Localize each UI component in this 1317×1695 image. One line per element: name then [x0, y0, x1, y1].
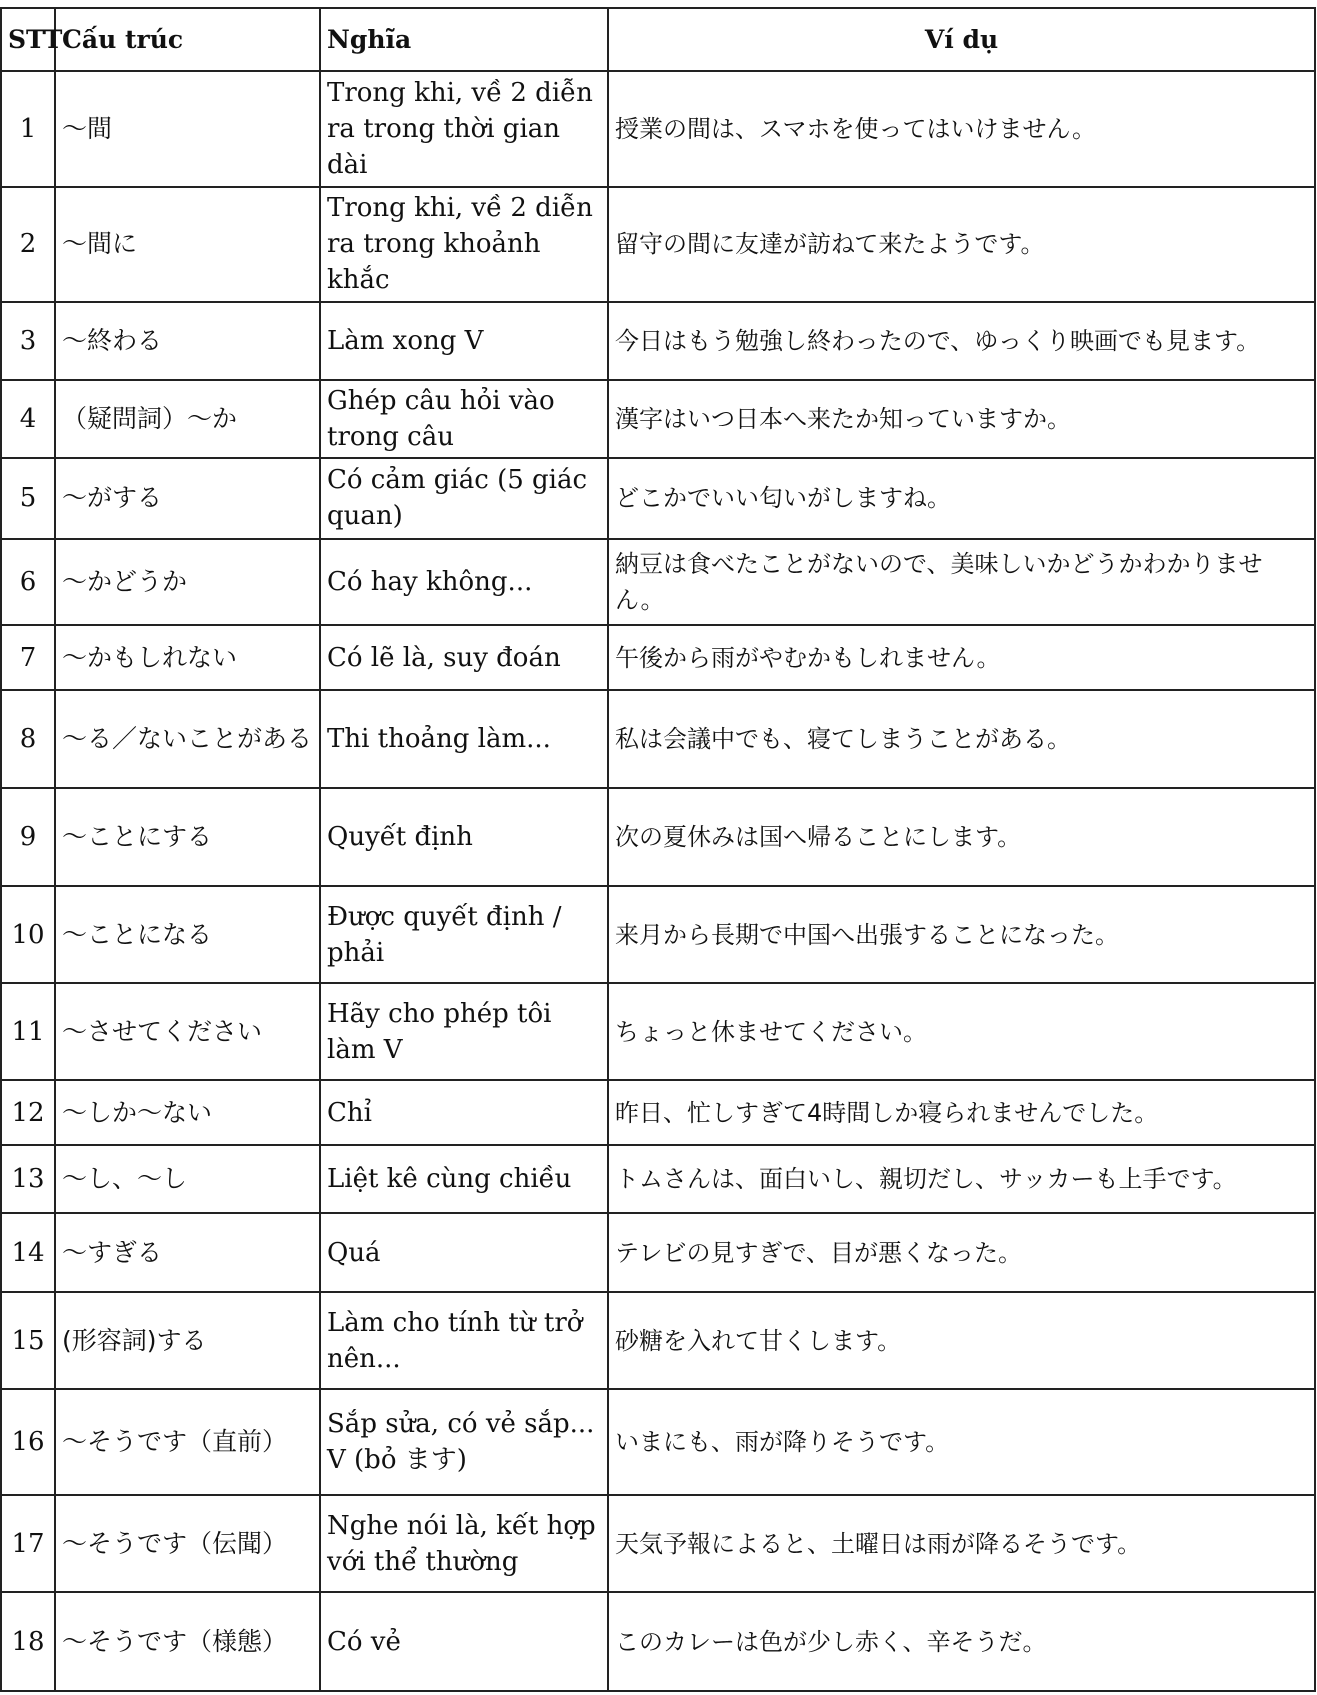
- row-number: 15: [1, 1292, 55, 1389]
- table-row: [1, 380, 1315, 458]
- table-row: [1, 1389, 1315, 1495]
- structure-cell: ～る／ないことがある: [55, 690, 320, 788]
- row-number: 3: [1, 302, 55, 380]
- structure-cell: （疑問詞）～か: [55, 380, 320, 458]
- grammar-table: [0, 7, 1316, 1692]
- meaning-cell: Sắp sửa, có vẻ sắp... V (bỏ ます): [320, 1389, 608, 1495]
- example-cell: テレビの見すぎで、目が悪くなった。: [608, 1213, 1315, 1293]
- meaning-cell: Làm cho tính từ trở nên...: [320, 1292, 608, 1389]
- meaning-cell: Hãy cho phép tôi làm V: [320, 983, 608, 1080]
- row-number: 13: [1, 1145, 55, 1212]
- row-number: 9: [1, 788, 55, 886]
- meaning-cell: Có hay không...: [320, 539, 608, 625]
- header-stt: STT: [1, 8, 55, 71]
- structure-cell: (形容詞)する: [55, 1292, 320, 1389]
- structure-cell: ～間に: [55, 187, 320, 303]
- row-number: 18: [1, 1592, 55, 1691]
- example-cell: 次の夏休みは国へ帰ることにします。: [608, 788, 1315, 886]
- example-cell: 私は会議中でも、寝てしまうことがある。: [608, 690, 1315, 788]
- structure-cell: ～そうです（伝聞）: [55, 1495, 320, 1592]
- example-cell: いまにも、雨が降りそうです。: [608, 1389, 1315, 1495]
- example-cell: 授業の間は、スマホを使ってはいけません。: [608, 71, 1315, 187]
- table-row: [1, 1213, 1315, 1293]
- table-row: [1, 788, 1315, 886]
- example-cell: ちょっと休ませてください。: [608, 983, 1315, 1080]
- header-example: Ví dụ: [608, 8, 1315, 71]
- row-number: 1: [1, 71, 55, 187]
- row-number: 8: [1, 690, 55, 788]
- row-number: 4: [1, 380, 55, 458]
- example-cell: 今日はもう勉強し終わったので、ゆっくり映画でも見ます。: [608, 302, 1315, 380]
- meaning-cell: Trong khi, về 2 diễn ra trong khoảnh khắc: [320, 187, 608, 303]
- example-cell: 砂糖を入れて甘くします。: [608, 1292, 1315, 1389]
- table-row: [1, 1145, 1315, 1212]
- example-cell: 留守の間に友達が訪ねて来たようです。: [608, 187, 1315, 303]
- example-cell: 漢字はいつ日本へ来たか知っていますか。: [608, 380, 1315, 458]
- table-row: [1, 187, 1315, 303]
- meaning-cell: Quá: [320, 1213, 608, 1293]
- structure-cell: ～かもしれない: [55, 625, 320, 690]
- example-cell: 納豆は食べたことがないので、美味しいかどうかわかりません。: [608, 539, 1315, 625]
- row-number: 6: [1, 539, 55, 625]
- meaning-cell: Có lẽ là, suy đoán: [320, 625, 608, 690]
- structure-cell: ～終わる: [55, 302, 320, 380]
- table-row: [1, 302, 1315, 380]
- table-row: [1, 690, 1315, 788]
- table-row: [1, 886, 1315, 984]
- header-row: [1, 8, 1315, 71]
- meaning-cell: Nghe nói là, kết hợp với thể thường: [320, 1495, 608, 1592]
- meaning-cell: Có cảm giác (5 giác quan): [320, 458, 608, 539]
- header-structure: Cấu trúc: [55, 8, 320, 71]
- meaning-cell: Liệt kê cùng chiều: [320, 1145, 608, 1212]
- row-number: 2: [1, 187, 55, 303]
- meaning-cell: Thi thoảng làm...: [320, 690, 608, 788]
- row-number: 10: [1, 886, 55, 984]
- structure-cell: ～し、～し: [55, 1145, 320, 1212]
- table-row: [1, 1495, 1315, 1592]
- example-cell: 天気予報によると、土曜日は雨が降るそうです。: [608, 1495, 1315, 1592]
- row-number: 17: [1, 1495, 55, 1592]
- structure-cell: ～がする: [55, 458, 320, 539]
- structure-cell: ～間: [55, 71, 320, 187]
- example-cell: 午後から雨がやむかもしれません。: [608, 625, 1315, 690]
- meaning-cell: Có vẻ: [320, 1592, 608, 1691]
- meaning-cell: Ghép câu hỏi vào trong câu: [320, 380, 608, 458]
- table-row: [1, 1080, 1315, 1145]
- structure-cell: ～そうです（直前）: [55, 1389, 320, 1495]
- row-number: 5: [1, 458, 55, 539]
- meaning-cell: Được quyết định / phải: [320, 886, 608, 984]
- example-cell: トムさんは、面白いし、親切だし、サッカーも上手です。: [608, 1145, 1315, 1212]
- row-number: 7: [1, 625, 55, 690]
- row-number: 14: [1, 1213, 55, 1293]
- meaning-cell: Trong khi, về 2 diễn ra trong thời gian dài: [320, 71, 608, 187]
- structure-cell: ～そうです（様態）: [55, 1592, 320, 1691]
- row-number: 12: [1, 1080, 55, 1145]
- table-row: [1, 625, 1315, 690]
- example-cell: 来月から長期で中国へ出張することになった。: [608, 886, 1315, 984]
- row-number: 11: [1, 983, 55, 1080]
- example-cell: 昨日、忙しすぎて4時間しか寝られませんでした。: [608, 1080, 1315, 1145]
- structure-cell: ～ことになる: [55, 886, 320, 984]
- table-row: [1, 983, 1315, 1080]
- structure-cell: ～ことにする: [55, 788, 320, 886]
- structure-cell: ～かどうか: [55, 539, 320, 625]
- table-row: [1, 1292, 1315, 1389]
- structure-cell: ～しか～ない: [55, 1080, 320, 1145]
- meaning-cell: Làm xong V: [320, 302, 608, 380]
- example-cell: どこかでいい匂いがしますね。: [608, 458, 1315, 539]
- table-row: [1, 1592, 1315, 1691]
- table-row: [1, 539, 1315, 625]
- header-meaning: Nghĩa: [320, 8, 608, 71]
- structure-cell: ～させてください: [55, 983, 320, 1080]
- meaning-cell: Chỉ: [320, 1080, 608, 1145]
- table-row: [1, 458, 1315, 539]
- structure-cell: ～すぎる: [55, 1213, 320, 1293]
- example-cell: このカレーは色が少し赤く、辛そうだ。: [608, 1592, 1315, 1691]
- meaning-cell: Quyết định: [320, 788, 608, 886]
- row-number: 16: [1, 1389, 55, 1495]
- table-row: [1, 71, 1315, 187]
